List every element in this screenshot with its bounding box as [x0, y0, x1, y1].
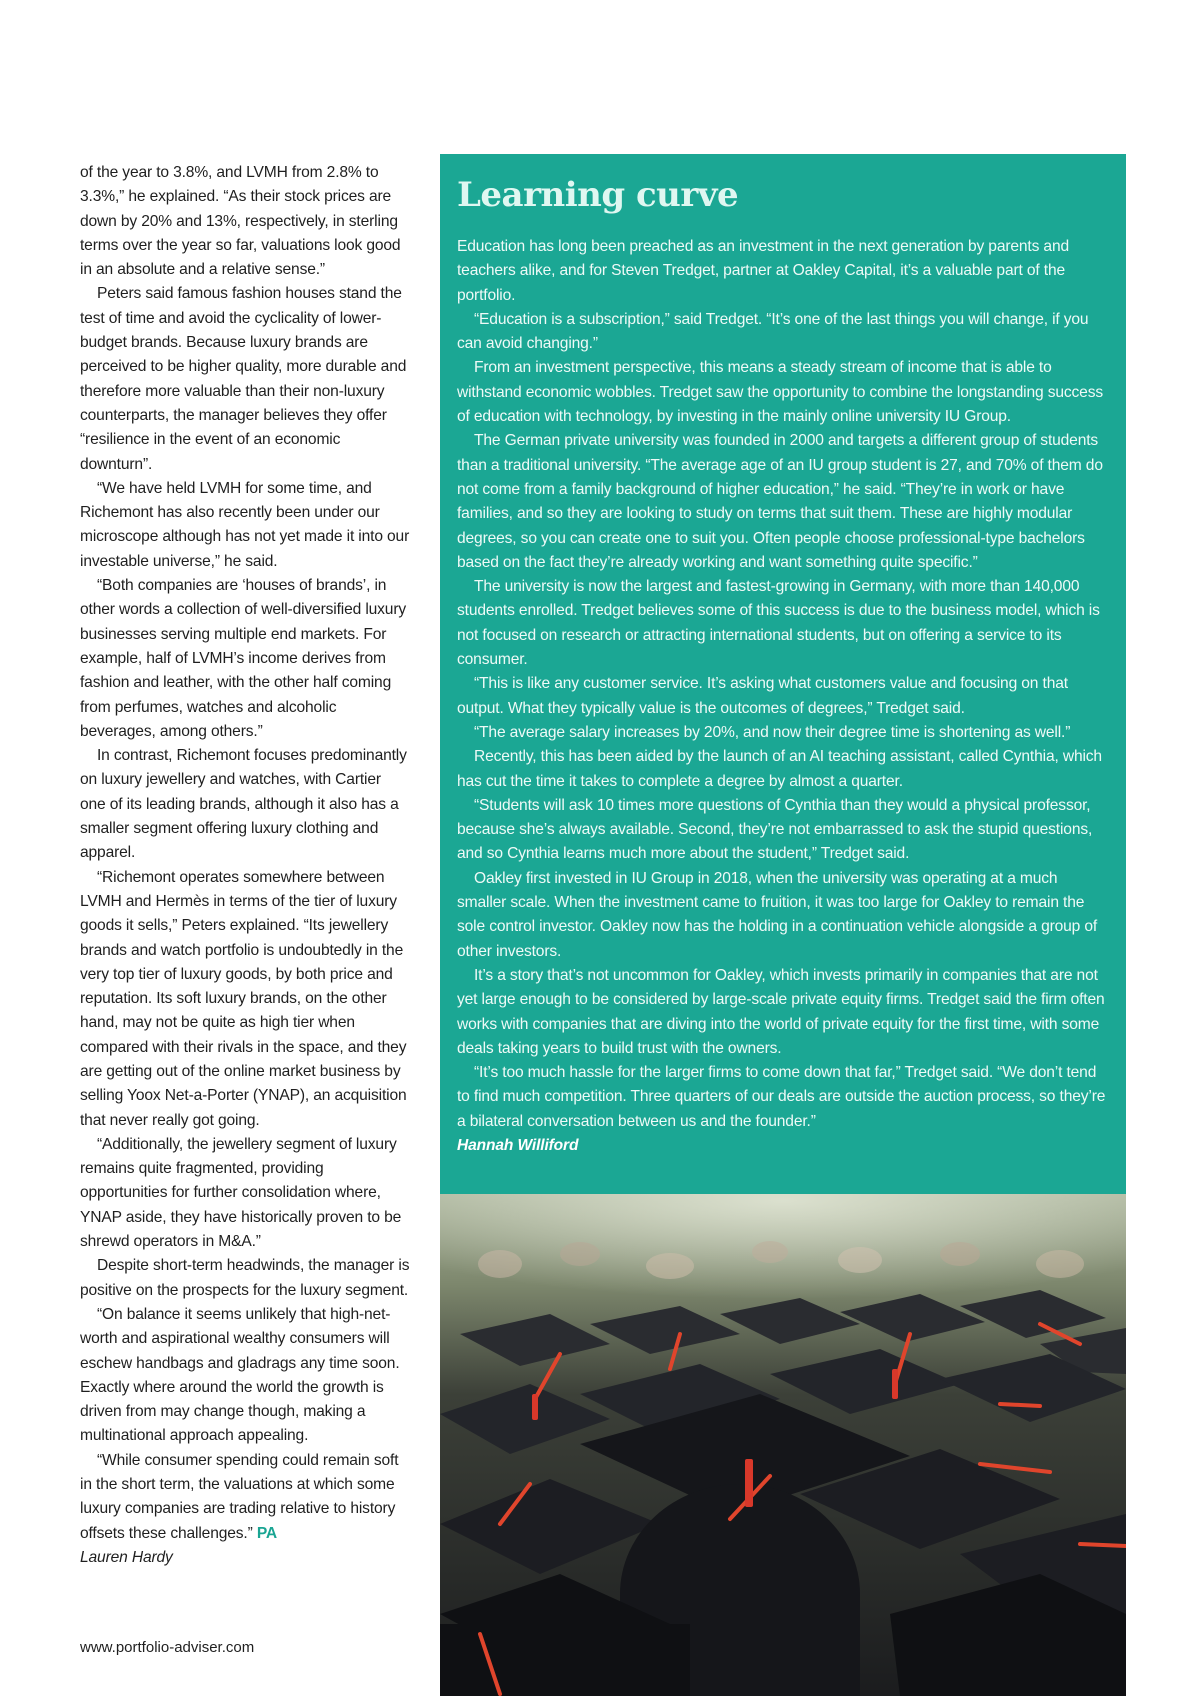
sidebar-paragraph: “It’s too much hassle for the larger firms to come down that far,” Tredget said. “We don’t tend to find much competition. Three quarters of our deals are outside the auction process, so they’re a bilateral conversation between us and the founder.”	[457, 1064, 1106, 1130]
sidebar-paragraph: Oakley first invested in IU Group in 2018, when the university was operating at a much smaller scale. When the investment came to fruition, it was too large for Oakley to remain the sole control investor. Oakley now has the holding in a continuation vehicle alongside a group of other investors.	[457, 869, 1098, 960]
sidebar-paragraph: Recently, this has been aided by the launch of an AI teaching assistant, called Cynthia, which has cut the time it takes to complete a degree by almost a quarter.	[457, 748, 1102, 790]
article-paragraph: of the year to 3.8%, and LVMH from 2.8% to 3.3%,” he explained. “As their stock prices are down by 20% and 13%, respectively, in sterling terms over the year so far, valuations look good in an absolute and a relative sense.”	[80, 164, 401, 279]
article-paragraph: Peters said famous fashion houses stand the test of time and avoid the cyclicality of lower-budget brands. Because luxury brands are perceived to be higher quality, more durable and therefore more valuable than their non-luxury counterparts, the manager believes they offer “resilience in the event of an economic downturn”.	[80, 285, 407, 473]
graduation-caps-photo	[440, 1194, 1126, 1696]
sidebar-body	[457, 235, 1108, 1158]
sidebar-paragraph: From an investment perspective, this means a steady stream of income that is able to withstand economic wobbles. Tredget saw the opportunity to combine the longstanding success of education with technology, by investing in the mainly online university IU Group.	[457, 359, 1104, 426]
article-paragraph: “Both companies are ‘houses of brands’, in other words a collection of well-diversified luxury businesses serving multiple end markets. For example, half of LVMH’s income derives from fashion and leather, with the other half coming from perfumes, watches and alcoholic beverages, among others.”	[80, 577, 407, 740]
end-mark: PA	[256, 1524, 278, 1542]
article-paragraph: “We have held LVMH for some time, and Richemont has also recently been under our microscope although has not yet made it into our investable universe,” he said.	[80, 479, 410, 570]
sidebar-title: Learning curve	[457, 175, 739, 215]
last-paragraph-text: “While consumer spending could remain soft in the short term, the valuations at which some luxury companies are trading relative to history offsets these challenges.”	[80, 1451, 399, 1542]
sidebar-paragraph: The German private university was founded in 2000 and targets a different group of students than a traditional university. “The average age of an IU group student is 27, and 70% of them do not come from a family background of higher education,” he said. “They’re in work or have families, and so they are looking to study on terms that suit them. These are highly modular degrees, so you can create one to suit you. Often people choose professional-type bachelors based on the fact they’re already working and want something quite specific.”	[457, 432, 1103, 571]
article-byline: Lauren Hardy	[80, 1548, 173, 1566]
article-paragraph: “Richemont operates somewhere between LVMH and Hermès in terms of the tier of luxury goods it sells,” Peters explained. “Its jewellery brands and watch portfolio is undoubtedly in the very top tier of luxury goods, by both price and reputation. Its soft luxury brands, on the other hand, may not be quite as high tier when compared with their rivals in the space, and they are getting out of the online market business by selling Yoox Net-a-Porter (YNAP), an acquisition that never really got going.	[80, 868, 407, 1129]
sidebar-paragraph: “The average salary increases by 20%, and now their degree time is shortening as well.”	[474, 723, 1071, 741]
sidebar-paragraph: It’s a story that’s not uncommon for Oakley, which invests primarily in companies that are not yet large enough to be considered by large-scale private equity firms. Tredget said the firm often works with companies that are diving into the world of private equity for the first time, with some deals taking years to build trust with the owners.	[457, 966, 1105, 1057]
main-article-column	[80, 161, 410, 1570]
article-paragraph: In contrast, Richemont focuses predominantly on luxury jewellery and watches, with Cartier one of its leading brands, although it also has a smaller segment offering luxury clothing and apparel.	[80, 747, 407, 862]
sidebar-paragraph: The university is now the largest and fastest-growing in Germany, with more than 140,000 students enrolled. Tredget believes some of this success is due to the business model, which is not focused on research or attracting international students, but on offering a service to its consumer.	[457, 578, 1100, 669]
sidebar-paragraph: “Education is a subscription,” said Tredget. “It’s one of the last things you will change, if you can avoid changing.”	[457, 310, 1089, 353]
sidebar-paragraph: “This is like any customer service. It’s asking what customers value and focusing on that output. What they typically value is the outcomes of degrees,” Tredget said.	[457, 675, 1068, 717]
article-last-paragraph	[80, 1449, 410, 1546]
article-paragraph: “On balance it seems unlikely that high-net-worth and aspirational wealthy consumers will eschew handbags and gladrags any time soon. Exactly where around the world the growth is driven from may change though, making a multinational approach appealing.	[80, 1305, 400, 1445]
sidebar-byline: Hannah Williford	[457, 1136, 579, 1154]
sidebar-box	[440, 154, 1126, 1194]
graduation-photo-illustration	[440, 1194, 1126, 1696]
footer-url[interactable]: www.portfolio-adviser.com	[80, 1639, 255, 1656]
article-paragraph: “Additionally, the jewellery segment of luxury remains quite fragmented, providing opportunities for further consolidation where, YNAP aside, they have historically proven to be shrewd operators in M&A.”	[80, 1135, 402, 1251]
article-paragraph: Despite short-term headwinds, the manager is positive on the prospects for the luxury segment.	[80, 1257, 410, 1299]
sidebar-paragraph: “Students will ask 10 times more questions of Cynthia than they would a physical professor, because she’s always available. Second, they’re not embarrassed to ask the stupid questions, and so Cynthia learns much more about the student,” Tredget said.	[457, 796, 1093, 863]
sidebar-paragraph: Education has long been preached as an investment in the next generation by parents and teachers alike, and for Steven Tredget, partner at Oakley Capital, it’s a valuable part of the portfolio.	[457, 238, 1070, 304]
